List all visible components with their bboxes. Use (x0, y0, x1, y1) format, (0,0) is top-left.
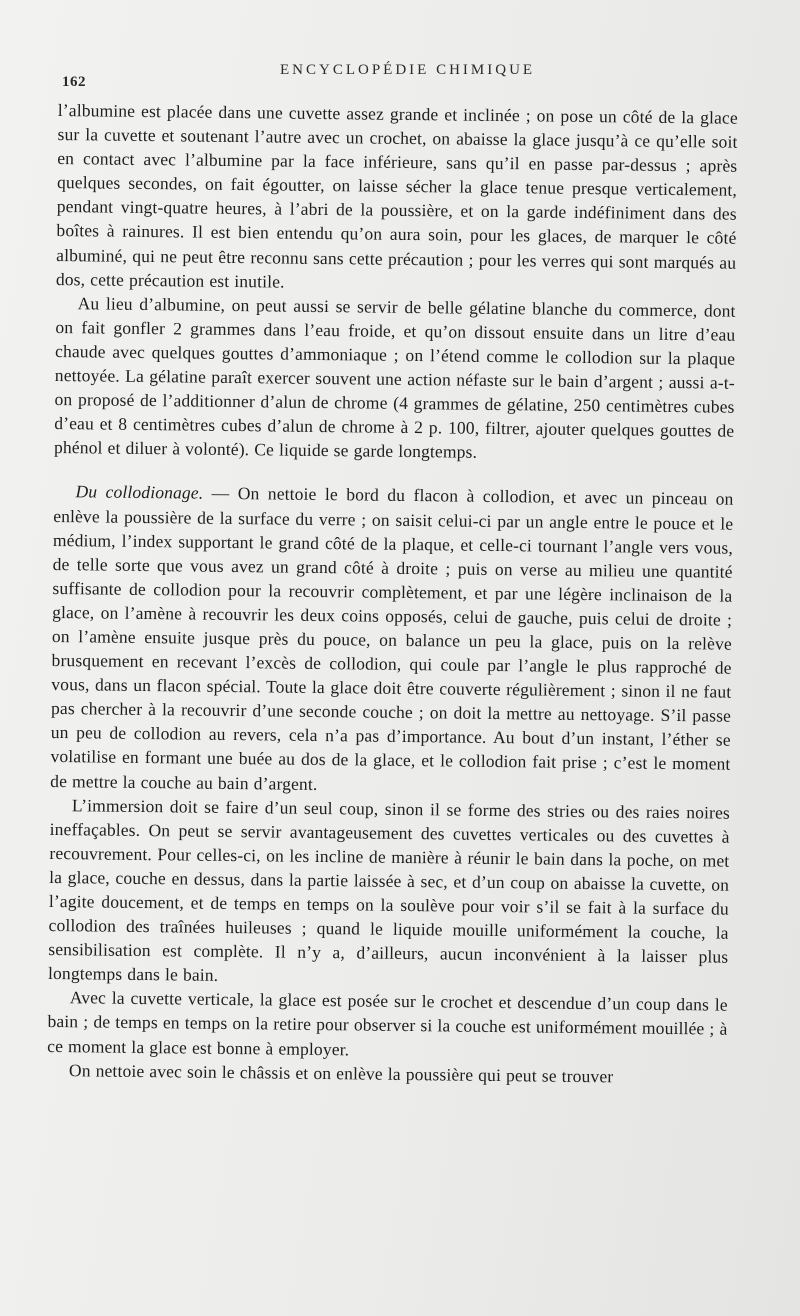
section-body: — On nettoie le bord du flacon à collodion, et avec un pinceau on enlève la poussière de la surface du verre ; on saisit celui-ci par un angle entre le pouce et le médium, l’index supportant le grand côté de la plaque, et celle-ci tournant l’angle vers vous, de telle sorte que vous avez un grand côté à droite ; puis on verse au milieu une quantité suffisante de collodion pour la recouvrir complètement, et par une légère inclinaison de la glace, on l’amène à recouvrir les deux coins opposés, celui de gauche, puis celui de droite ; on l’amène ensuite jusque près du pouce, on balance un peu la glace, puis on la relève brusquement en recevant l’excès de collodion, qui coule par l’angle le plus rapproché de vous, dans un flacon spécial. Toute la glace doit être couverte régulièrement ; sinon il ne faut pas chercher à la recouvrir d’une seconde couche ; on doit la mettre au nettoyage. S’il passe un peu de collodion au revers, cela n’a pas d’importance. Au bout d’un instant, l’éther se volatilise en formant une buée au dos de la glace, et le collodion fait prise ; c’est le moment de mettre la couche au bain d’argent. (50, 483, 734, 794)
body-text (47, 98, 738, 1089)
paragraph-collodionage (50, 479, 734, 800)
paragraph-chassis: On nettoie avec soin le châssis et on enlève la poussière qui peut se trouver (68, 1059, 614, 1087)
page-number: 162 (62, 74, 86, 90)
running-title: ENCYCLOPÉDIE CHIMIQUE (280, 62, 536, 78)
paragraph-cuvette-verticale: Avec la cuvette verticale, la glace est posée sur le crochet et descendue d’un coup dans le bain ; de temps en temps on la retire pour observer si la couche est uniformément mouillée ; à ce moment la glace est bonne à employer. (47, 987, 728, 1059)
paragraph-immersion: L’immersion doit se faire d’un seul coup, sinon il se forme des stries ou des raies noires ineffaçables. On peut se servir avantageusement des cuvettes verticales ou des cuvettes à recouvrement. Pour celles-ci, on les incline de manière à réunir le bain dans la poche, on met la glace, couche en dessus, dans la partie laissée à sec, et d’un coup on abaisse la cuvette, on l’agite doucement, et de temps en temps on la soulève pour voir s’il se fait à la surface du collodion des traînées huileuses ; quand le liquide mouille uniformément la couche, la sensibilisation est complète. Il n’y a, d’ailleurs, aucun inconvénient à la laisser plus longtemps dans le bain. (47, 794, 731, 986)
section-title: Du collodionage. (75, 481, 204, 504)
paragraph-gelatine: Au lieu d’albumine, on peut aussi se servir de belle gélatine blanche du commerce, dont on fait gonfler 2 grammes dans l’eau froide, et qu’on dissout ensuite dans un litre d’eau chaude avec quelques gouttes d’ammoniaque ; on l’étend comme le collodion sur la plaque nettoyée. La gélatine paraît exercer souvent une action néfaste sur le bain d’argent ; aussi a-t-on proposé de l’additionner d’alun de chrome (4 grammes de gélatine, 250 centimètres cubes d’eau et 8 centimètres cubes d’alun de chrome à 2 p. 100, filtrer, ajouter quelques gouttes de phénol et diluer à volonté). Ce liquide se garde longtemps. (53, 292, 736, 463)
page-header (62, 62, 752, 92)
paragraph-albumine: l’albumine est placée dans une cuvette assez grande et inclinée ; on pose un côté de la glace sur la cuvette et soutenant l’autre avec un crochet, on abaisse la glace jusqu’à ce qu’elle soit en contact avec l’albumine par la face inférieure, sans qu’il en passe par-dessus ; après quelques secondes, on fait égoutter, on laisse sécher la glace tenue presque verticalement, pendant vingt-quatre heures, à l’abri de la poussière, et on la garde indéfiniment dans des boîtes à rainures. Il est bien entendu qu’on aura soin, pour les glaces, de marquer le côté albuminé, qui ne peut être reconnu sans cette précaution ; pour les verres qui sont marqués au dos, cette précaution est inutile. (55, 99, 738, 292)
